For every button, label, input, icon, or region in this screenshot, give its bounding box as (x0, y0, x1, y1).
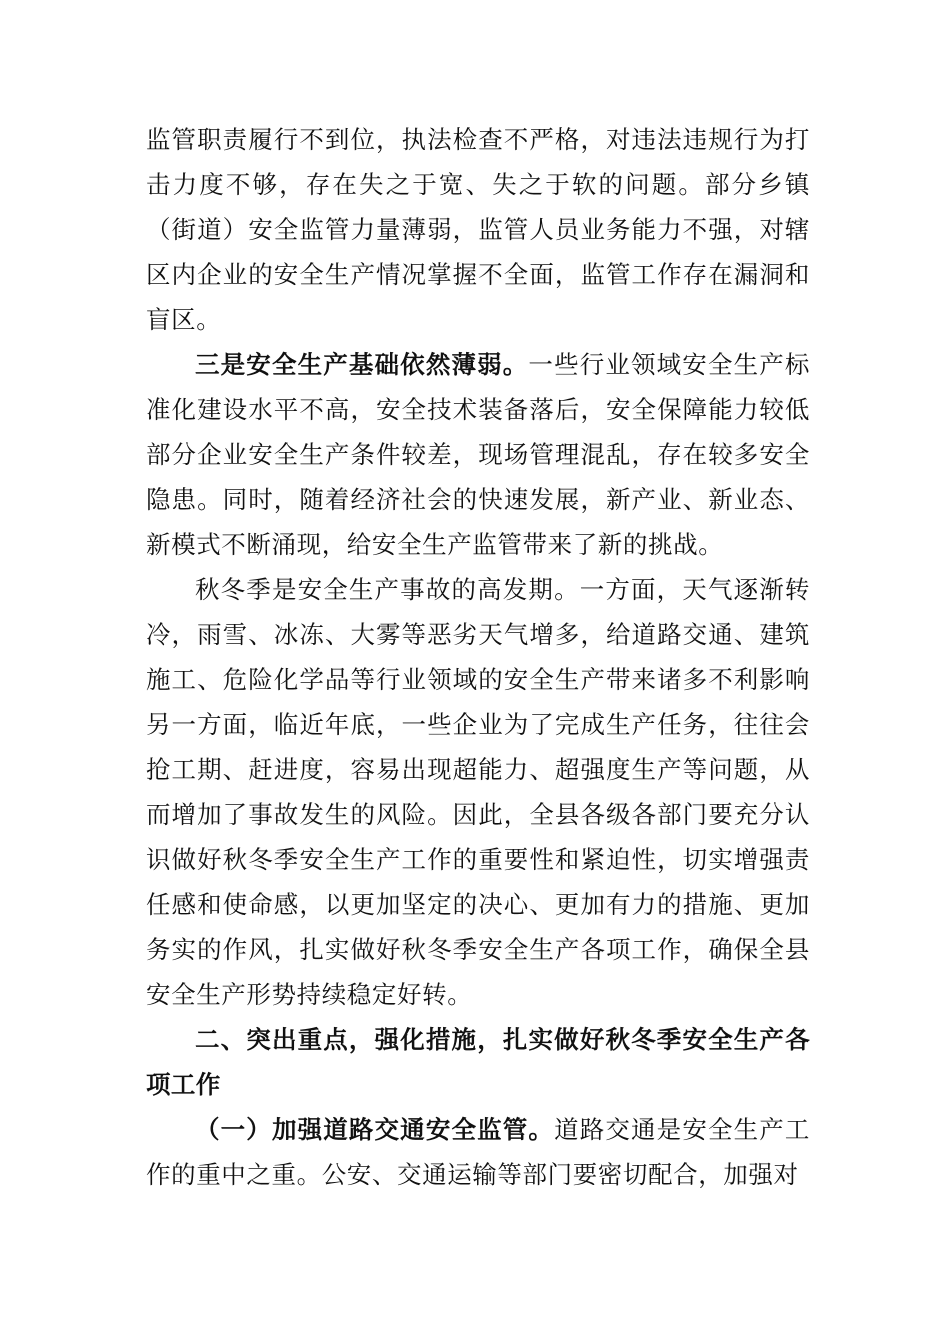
document-page (146, 117, 810, 1197)
paragraph-body-road-traffic: 道路交通是安全生产工作的重中之重。公安、交通运输等部门要密切配合，加强对 (146, 1115, 811, 1189)
paragraph-lead-road-traffic: （一）加强道路交通安全监管。 (195, 1115, 555, 1144)
paragraph-autumn-winter: 秋冬季是安全生产事故的高发期。一方面，天气逐渐转冷，雨雪、冰冻、大雾等恶劣天气增多，给道路交通、建筑施工、危险化学品等行业领域的安全生产带来诸多不利影响另一方面，临近年底，一些企业为了完成生产任务，往往会抢工期、赶进度，容易出现超能力、超强度生产等问题，从而增加了事故发生的风险。因此，全县各级各部门要充分认识做好秋冬季安全生产工作的重要性和紧迫性，切实增强责任感和使命感，以更加坚定的决心、更加有力的措施、更加务实的作风，扎实做好秋冬季安全生产各项工作，确保全县安全生产形势持续稳定好转。 (146, 575, 810, 1009)
paragraph-lead-foundation: 三是安全生产基础依然薄弱。 (195, 350, 529, 379)
paragraph-road-traffic (146, 1107, 810, 1197)
section-heading-two: 二、突出重点，强化措施，扎实做好秋冬季安全生产各项工作 (146, 1025, 810, 1099)
paragraph-safety-foundation (146, 342, 810, 567)
paragraph-body-foundation: 一些行业领域安全生产标准化建设水平不高，安全技术装备落后，安全保障能力较低部分企业安全生产条件较差，现场管理混乱，存在较多安全隐患。同时，随着经济社会的快速发展，新产业、新业态、新模式不断涌现，给安全生产监管带来了新的挑战。 (146, 350, 810, 559)
paragraph-supervision-duties: 监管职责履行不到位，执法检查不严格，对违法违规行为打击力度不够，存在失之于宽、失之于软的问题。部分乡镇（街道）安全监管力量薄弱，监管人员业务能力不强，对辖区内企业的安全生产情况掌握不全面，监管工作存在漏洞和盲区。 (146, 125, 810, 334)
